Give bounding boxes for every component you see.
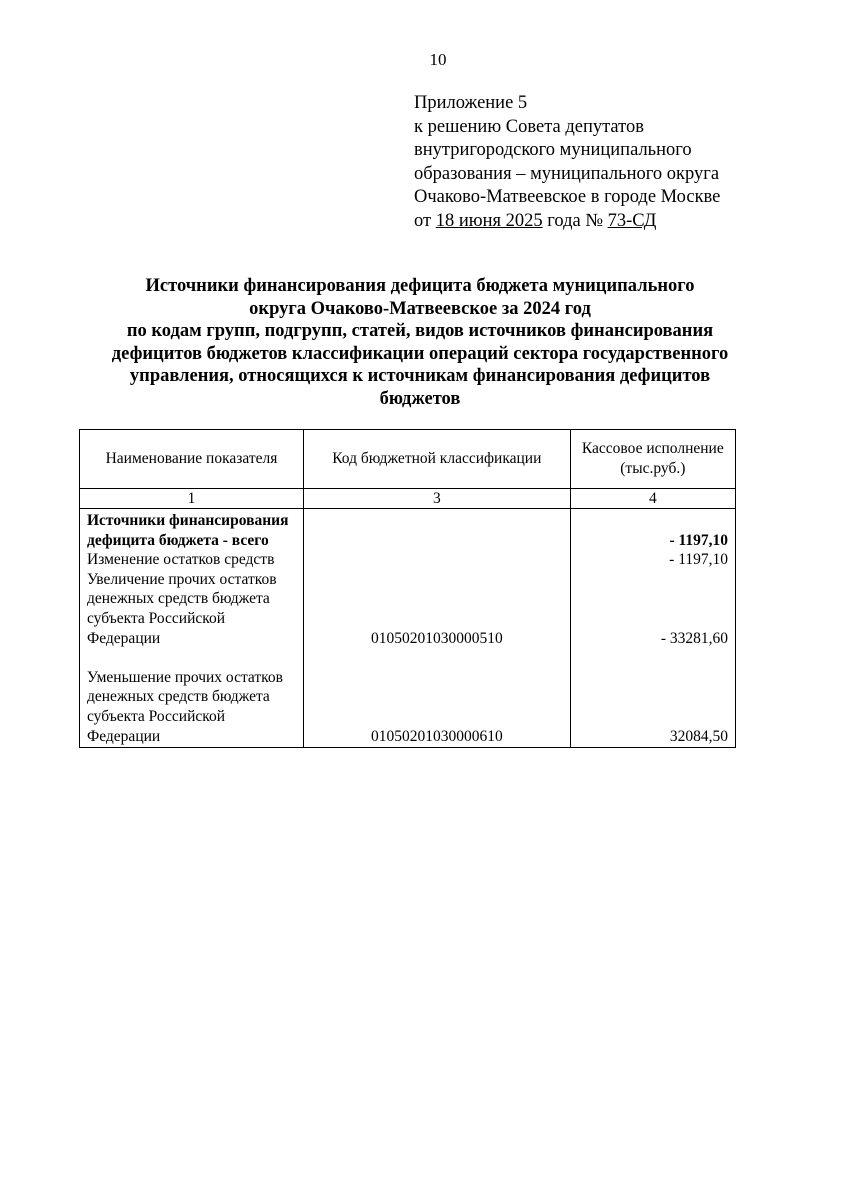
title-line: по кодам групп, подгрупп, статей, видов источников финансирования	[126, 321, 714, 342]
row-change-name: Изменение остатков средств	[87, 551, 275, 569]
date-suffix: года №	[542, 210, 608, 231]
row-total-name: Источники финансирования дефицита бюджета - всего	[87, 512, 289, 549]
date-prefix: от	[414, 210, 436, 231]
title-line: округа Очаково-Матвеевское за 2024 год	[249, 298, 591, 319]
row-increase-value: - 33281,60	[660, 629, 728, 647]
title-line: Источники финансирования дефицита бюджета муниципального	[145, 276, 695, 296]
appendix-line: внутригородского муниципального	[414, 140, 692, 160]
row-increase-name: Увеличение прочих остатков денежных средств бюджета субъекта Российской Федерации	[87, 570, 277, 647]
appendix-line: Приложение 5	[414, 93, 528, 113]
appendix-line: Очаково-Матвеевское в городе Москве	[414, 187, 721, 207]
header-execution: Кассовое исполнение (тыс.руб.)	[570, 430, 735, 489]
row-decrease-code: 01050201030000610	[370, 727, 503, 745]
table-header-row	[80, 430, 736, 489]
document-title	[60, 275, 780, 411]
title-line: управления, относящихся к источникам финансирования дефицитов	[129, 366, 711, 387]
appendix-line: к решению Совета депутатов	[414, 116, 644, 137]
financing-sources-table	[79, 429, 736, 748]
column-number-execution: 4	[570, 489, 735, 509]
title-line: дефицитов бюджетов классификации операций сектора государственного	[111, 343, 729, 364]
codes-cell	[304, 509, 571, 748]
row-change-value: - 1197,10	[669, 551, 728, 569]
column-number-row	[80, 489, 736, 509]
decision-number: 73-СД	[607, 210, 657, 231]
row-decrease-name: Уменьшение прочих остатков денежных средств бюджета субъекта Российской Федерации	[87, 668, 283, 745]
table-body-row	[80, 509, 736, 748]
title-line: бюджетов	[379, 388, 461, 409]
appendix-date-line	[414, 210, 814, 234]
column-number-name: 1	[80, 489, 304, 509]
names-cell	[80, 509, 304, 748]
decision-date: 18 июня 2025	[435, 210, 543, 231]
row-increase-code: 01050201030000510	[370, 629, 503, 647]
page-number: 10	[429, 50, 447, 69]
header-name: Наименование показателя	[80, 430, 304, 489]
row-decrease-value: 32084,50	[669, 727, 728, 745]
row-total-value: - 1197,10	[669, 531, 728, 549]
column-number-code: 3	[304, 489, 571, 509]
appendix-header	[414, 92, 814, 233]
header-code: Код бюджетной классификации	[304, 430, 571, 489]
appendix-line: образования – муниципального округа	[414, 163, 720, 184]
values-cell	[570, 509, 735, 748]
